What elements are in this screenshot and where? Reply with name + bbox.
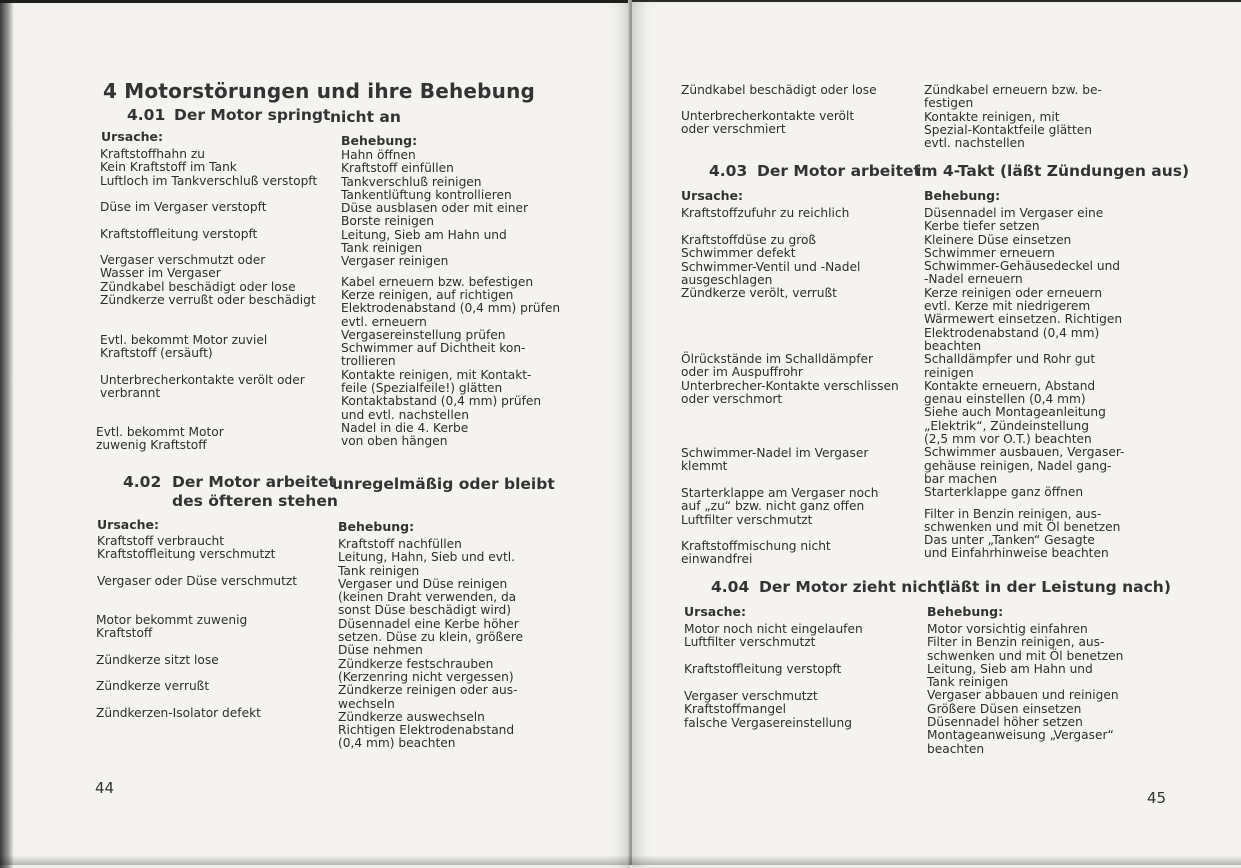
fix-line: „Elektrik“, Zündeinstellung	[924, 418, 1089, 433]
section-4-03-heading-b: im 4-Takt (läßt Zündungen aus)	[916, 162, 1190, 180]
fix-line: evtl. erneuern	[341, 314, 427, 329]
fix-line: Das unter „Tanken“ Gesagte	[924, 533, 1095, 548]
fix-line: Kontakte reinigen, mit Kontakt-	[341, 367, 532, 382]
fix-line: Siehe auch Montageanleitung	[924, 405, 1106, 420]
cause-group	[681, 110, 854, 137]
cause-line: falsche Vergasereinstellung	[684, 715, 852, 730]
cause-line: auf „zu“ bzw. nicht ganz offen	[681, 499, 865, 514]
cause-group	[100, 374, 305, 401]
cause-line: Vergaser oder Düse verschmutzt	[97, 574, 298, 588]
fix-line: evtl. Kerze mit niedrigerem	[924, 299, 1091, 314]
cause-line: Kraftstoffmangel	[684, 702, 786, 717]
cause-group	[97, 535, 275, 562]
fix-line: gehäuse reinigen, Nadel gang-	[924, 458, 1112, 473]
cause-group	[681, 234, 860, 300]
section-4-03-heading-a: Der Motor arbeitet	[757, 162, 921, 180]
cause-group	[100, 201, 266, 214]
fix-line: Schwimmer erneuern	[924, 245, 1055, 260]
fix-line: Elektrodenabstand (0,4 mm)	[924, 325, 1100, 340]
ursache-label: Ursache:	[684, 604, 746, 619]
cause-group	[100, 254, 316, 307]
section-4-02-heading-a: Der Motor arbeitet	[172, 473, 336, 491]
fix-line: Zündkerze festschrauben	[338, 656, 494, 671]
fix-line: Schwimmer ausbauen, Vergaser-	[924, 445, 1125, 460]
cause-line: Zündkerze sitzt lose	[96, 653, 219, 667]
fix-list	[927, 623, 1123, 756]
fix-line: Richtigen Elektrodenabstand	[338, 723, 515, 738]
fix-line: Borste reinigen	[341, 214, 435, 229]
cause-group	[100, 334, 267, 361]
cause-line: Unterbrecherkontakte verölt	[681, 109, 855, 123]
section-4-02-heading-b: unregelmäßig oder bleibt	[332, 475, 555, 493]
cause-line: Kraftstoffleitung verschmutzt	[97, 547, 276, 562]
cause-line: oder verschmort	[681, 391, 783, 406]
fix-line: Größere Düsen einsetzen	[927, 701, 1082, 716]
cause-line: Evtl. bekommt Motor	[96, 425, 224, 439]
ursache-label: Ursache:	[97, 517, 159, 532]
fix-line: evtl. nachstellen	[924, 136, 1025, 151]
fix-line: Kraftstoff nachfüllen	[338, 537, 462, 551]
fix-line: und Einfahrhinweise beachten	[924, 546, 1109, 561]
page-number: 44	[95, 779, 115, 797]
fix-line: Spezial-Kontaktfeile glätten	[924, 122, 1092, 137]
cause-line: einwandfrei	[681, 552, 753, 567]
cause-group	[681, 447, 868, 474]
cause-line: Unterbrecher-Kontakte verschlissen	[681, 378, 899, 393]
cause-line: Kraftstoffmischung nicht	[681, 539, 831, 553]
cause-line: zuwenig Kraftstoff	[96, 438, 207, 453]
fix-line: Düsennadel höher setzen	[927, 715, 1083, 730]
fix-line: Leitung, Sieb am Hahn und	[341, 227, 507, 242]
cause-line: Kraftstoffzufuhr zu reichlich	[681, 206, 850, 220]
fix-line: Vergasereinstellung prüfen	[341, 327, 506, 342]
cause-line: Zündkerze verrußt oder beschädigt	[100, 292, 316, 307]
behebung-label: Behebung:	[924, 188, 1001, 203]
cause-line: Kraftstoffhahn zu	[100, 147, 205, 161]
page-number: 45	[1147, 789, 1167, 807]
bottom-edge-shadow	[0, 855, 1241, 865]
cause-line: Kein Kraftstoff im Tank	[100, 160, 237, 175]
cause-line: ausgeschlagen	[681, 272, 773, 287]
fix-line: Schalldämpfer und Rohr gut	[924, 352, 1096, 367]
section-4-02-heading-c: des öfteren stehen	[172, 492, 338, 510]
fix-line: Schwimmer-Gehäusedeckel und	[924, 259, 1121, 274]
cause-line: verbrannt	[100, 386, 161, 401]
fix-line: Zündkabel erneuern bzw. be-	[924, 83, 1102, 97]
cause-group	[681, 207, 849, 220]
fix-list	[924, 207, 1124, 561]
cause-line: Evtl. bekommt Motor zuviel	[100, 333, 268, 347]
fix-line: trollieren	[341, 354, 396, 369]
behebung-label: Behebung:	[341, 133, 418, 148]
fix-line: und evtl. nachstellen	[341, 407, 469, 422]
cause-line: Schwimmer-Nadel im Vergaser	[681, 446, 869, 460]
cause-line: Düse im Vergaser verstopft	[100, 200, 267, 214]
fix-line: genau einstellen (0,4 mm)	[924, 392, 1086, 407]
fix-line: Vergaser abbauen und reinigen	[927, 688, 1119, 703]
cause-group	[96, 614, 247, 641]
fix-line: Elektrodenabstand (0,4 mm) prüfen	[341, 301, 561, 316]
fix-line: Filter in Benzin reinigen, aus-	[924, 506, 1102, 521]
cause-group	[681, 487, 878, 527]
fix-line: Kraftstoff einfüllen	[341, 161, 454, 176]
right-page	[632, 0, 1241, 867]
cause-group	[96, 654, 219, 667]
cause-line: Zündkerzen-Isolator defekt	[96, 706, 261, 720]
cause-line: Zündkabel beschädigt oder lose	[100, 279, 296, 294]
cause-line: Schwimmer-Ventil und -Nadel	[681, 259, 861, 274]
fix-list	[338, 538, 523, 751]
fix-line: reinigen	[924, 365, 974, 380]
cause-group	[684, 663, 841, 676]
fix-list	[341, 149, 560, 449]
fix-line: Tank reinigen	[338, 563, 420, 578]
cause-line: Vergaser verschmutzt oder	[100, 253, 266, 267]
cause-line: Wasser im Vergaser	[100, 266, 221, 281]
fix-line: Zündkerze reinigen oder aus-	[338, 683, 518, 698]
cause-line: Kraftstoffdüse zu groß	[681, 233, 817, 247]
cause-group	[684, 623, 863, 650]
cause-line: Motor bekommt zuwenig	[96, 613, 248, 627]
fix-list	[924, 84, 1102, 150]
cause-group	[684, 690, 852, 730]
fix-line: Kerze reinigen oder erneuern	[924, 285, 1103, 300]
behebung-label: Behebung:	[927, 604, 1004, 619]
cause-line: Kraftstoffleitung verstopft	[684, 662, 842, 676]
ursache-label: Ursache:	[101, 129, 163, 144]
section-4-01-heading-b: nicht an	[330, 108, 401, 126]
cause-line: Starterklappe am Vergaser noch	[681, 486, 879, 500]
cause-line: Zündkabel beschädigt oder lose	[681, 83, 877, 97]
fix-line: Tankverschluß reinigen	[341, 174, 482, 189]
fix-line: Vergaser und Düse reinigen	[338, 576, 508, 591]
fix-line: Kerbe tiefer setzen	[924, 219, 1040, 234]
fix-line: Kontaktabstand (0,4 mm) prüfen	[341, 394, 542, 409]
section-4-03-number: 4.03	[709, 162, 748, 180]
cause-line: Zündkerze verölt, verrußt	[681, 286, 837, 301]
fix-line: Kerze reinigen, auf richtigen	[341, 287, 514, 302]
cause-line: oder im Auspuffrohr	[681, 365, 803, 380]
cause-line: Vergaser verschmutzt	[684, 689, 818, 703]
cause-group	[681, 84, 877, 97]
fix-line: Motor vorsichtig einfahren	[927, 622, 1088, 636]
cause-group	[97, 575, 297, 588]
fix-line: Kleinere Düse einsetzen	[924, 232, 1072, 247]
fix-line: schwenken und mit Öl benetzen	[924, 519, 1121, 534]
cause-group	[100, 148, 317, 188]
fix-line: Starterklappe ganz öffnen	[924, 485, 1084, 500]
fix-line: Filter in Benzin reinigen, aus-	[927, 635, 1105, 650]
cause-line: Kraftstoff	[96, 626, 153, 641]
fix-line: Kontakte reinigen, mit	[924, 109, 1060, 124]
fix-line: Düse ausblasen oder mit einer	[341, 201, 529, 216]
fix-line: Kabel erneuern bzw. befestigen	[341, 274, 534, 289]
chapter-title: 4 Motorstörungen und ihre Behebung	[103, 79, 536, 103]
fix-line: Düsennadel eine Kerbe höher	[338, 616, 519, 631]
ursache-label: Ursache:	[681, 188, 743, 203]
cause-group	[100, 228, 257, 241]
cause-line: Kraftstoff verbraucht	[97, 534, 225, 548]
fix-line: Vergaser reinigen	[341, 254, 449, 269]
fix-line: (keinen Draht verwenden, da	[338, 590, 517, 605]
section-4-02-number: 4.02	[123, 473, 162, 491]
fix-line: Kontakte erneuern, Abstand	[924, 378, 1096, 393]
fix-line: schwenken und mit Öl benetzen	[927, 648, 1124, 663]
fix-line: feile (Spezialfeile!) glätten	[341, 381, 503, 396]
fix-line: Hahn öffnen	[341, 148, 416, 162]
fix-line: (2,5 mm vor O.T.) beachten	[924, 432, 1092, 447]
fix-line: -Nadel erneuern	[924, 272, 1023, 287]
cause-line: Ölrückstände im Schalldämpfer	[681, 352, 874, 366]
fix-line: von oben hängen	[341, 434, 448, 449]
fix-line: beachten	[924, 338, 982, 353]
section-4-04-heading-a: Der Motor zieht nicht	[759, 578, 946, 596]
fix-line: Montageanweisung „Vergaser“	[927, 728, 1114, 743]
fix-line: Düse nehmen	[338, 643, 423, 658]
fix-line: wechseln	[338, 696, 395, 711]
fix-line: Schwimmer auf Dichtheit kon-	[341, 341, 526, 356]
cause-line: Kraftstoffleitung verstopft	[100, 227, 258, 241]
section-4-01-number: 4.01	[127, 106, 166, 124]
fix-line: (Kerzenring nicht vergessen)	[338, 669, 514, 684]
cause-line: Luftfilter verschmutzt	[684, 635, 816, 650]
fix-line: setzen. Düse zu klein, größere	[338, 630, 523, 645]
cause-group	[96, 426, 224, 453]
fix-line: festigen	[924, 96, 974, 111]
fix-line: Zündkerze auswechseln	[338, 709, 485, 724]
section-4-04-heading-b: (läßt in der Leistung nach)	[938, 578, 1171, 596]
cause-line: Kraftstoff (ersäuft)	[100, 346, 213, 361]
cause-line: Motor noch nicht eingelaufen	[684, 622, 863, 636]
cause-line: oder verschmiert	[681, 122, 786, 137]
section-4-04-number: 4.04	[711, 578, 750, 596]
cause-group	[96, 707, 261, 720]
fix-line: Tank reinigen	[341, 241, 423, 256]
cause-group	[96, 680, 209, 693]
fix-line: Tank reinigen	[927, 675, 1009, 690]
cause-line: Unterbrecherkontakte verölt oder	[100, 373, 305, 387]
cause-line: Luftloch im Tankverschluß verstopft	[100, 173, 318, 188]
fix-line: sonst Düse beschädigt wird)	[338, 603, 511, 618]
cause-line: Zündkerze verrußt	[96, 679, 210, 693]
cause-line: klemmt	[681, 459, 728, 474]
page-edge-shadow	[0, 3, 14, 868]
fix-line: Leitung, Hahn, Sieb und evtl.	[338, 550, 516, 565]
fix-line: bar machen	[924, 471, 998, 486]
cause-line: Luftfilter verschmutzt	[681, 512, 813, 527]
cause-group	[681, 540, 831, 567]
fix-line: Tankentlüftung kontrollieren	[341, 187, 512, 202]
fix-line: Wärmewert einsetzen. Richtigen	[924, 312, 1123, 327]
fix-line: Nadel in die 4. Kerbe	[341, 420, 469, 435]
section-4-01-heading-a: Der Motor springt	[174, 106, 331, 124]
cause-group	[681, 353, 899, 406]
fix-line: Leitung, Sieb am Hahn und	[927, 661, 1093, 676]
fix-line: beachten	[927, 741, 985, 756]
cause-line: Schwimmer defekt	[681, 246, 796, 261]
fix-line: Düsennadel im Vergaser eine	[924, 206, 1104, 220]
fix-line: (0,4 mm) beachten	[338, 736, 456, 751]
behebung-label: Behebung:	[338, 519, 415, 534]
